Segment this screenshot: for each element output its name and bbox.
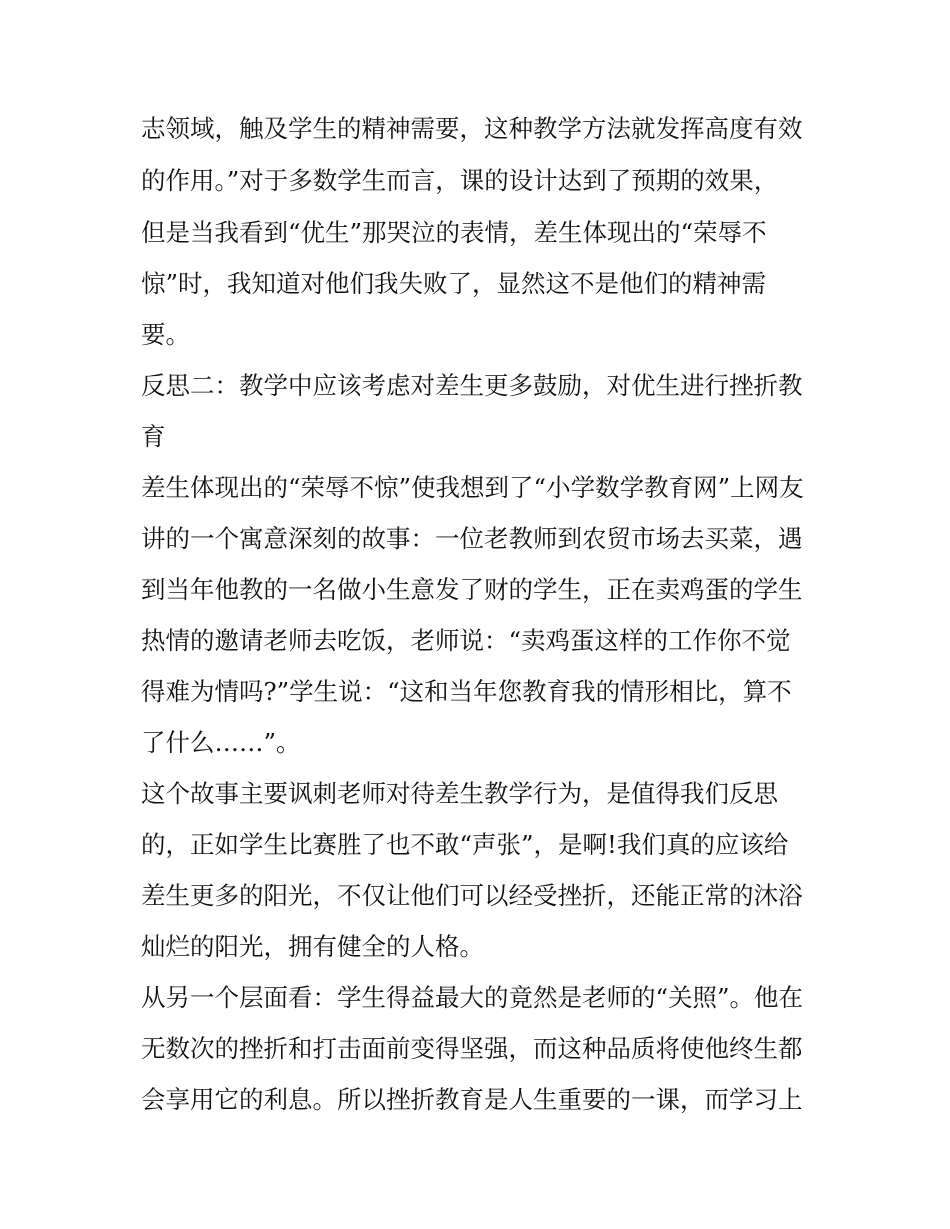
text-line: 的，正如学生比赛胜了也不敢“声张”，是啊!我们真的应该给: [141, 830, 789, 859]
text-line: 无数次的挫折和打击面前变得坚强，而这种品质将使他终生都: [141, 1034, 803, 1063]
text-line: 要。: [141, 320, 190, 349]
text-line: 灿烂的阳光，拥有健全的人格。: [141, 932, 484, 961]
text-line: 志领域，触及学生的精神需要，这种教学方法就发挥高度有效: [141, 114, 803, 143]
text-line: 讲的一个寓意深刻的故事：一位老教师到农贸市场去买菜，遇: [141, 524, 803, 553]
text-line: 差生体现出的“荣辱不惊”使我想到了“小学数学教育网”上网友: [141, 473, 804, 502]
text-line: 热情的邀请老师去吃饭，老师说：“卖鸡蛋这样的工作你不觉: [141, 626, 791, 655]
text-line: 这个故事主要讽刺老师对待差生教学行为，是值得我们反思: [141, 779, 778, 808]
text-line: 得难为情吗?”学生说：“这和当年您教育我的情形相比，算不: [141, 677, 792, 706]
text-line: 到当年他教的一名做小生意发了财的学生，正在卖鸡蛋的学生: [141, 575, 803, 604]
text-line: 但是当我看到“优生”那哭泣的表情，差生体现出的“荣辱不: [141, 218, 767, 247]
text-line: 差生更多的阳光，不仅让他们可以经受挫折，还能正常的沐浴: [141, 881, 803, 910]
text-line: 的作用。”对于多数学生而言，课的设计达到了预期的效果，: [141, 166, 779, 195]
text-line: 会享用它的利息。所以挫折教育是人生重要的一课，而学习上: [141, 1085, 803, 1114]
section-heading: 反思二：教学中应该考虑对差生更多鼓励，对优生进行挫折教: [141, 371, 803, 400]
text-line: 从另一个层面看：学生得益最大的竟然是老师的“关照”。他在: [141, 983, 804, 1012]
text-line: 了什么……”。: [141, 728, 301, 757]
section-heading-continued: 育: [141, 422, 166, 451]
text-line: 惊”时，我知道对他们我失败了，显然这不是他们的精神需: [141, 269, 767, 298]
